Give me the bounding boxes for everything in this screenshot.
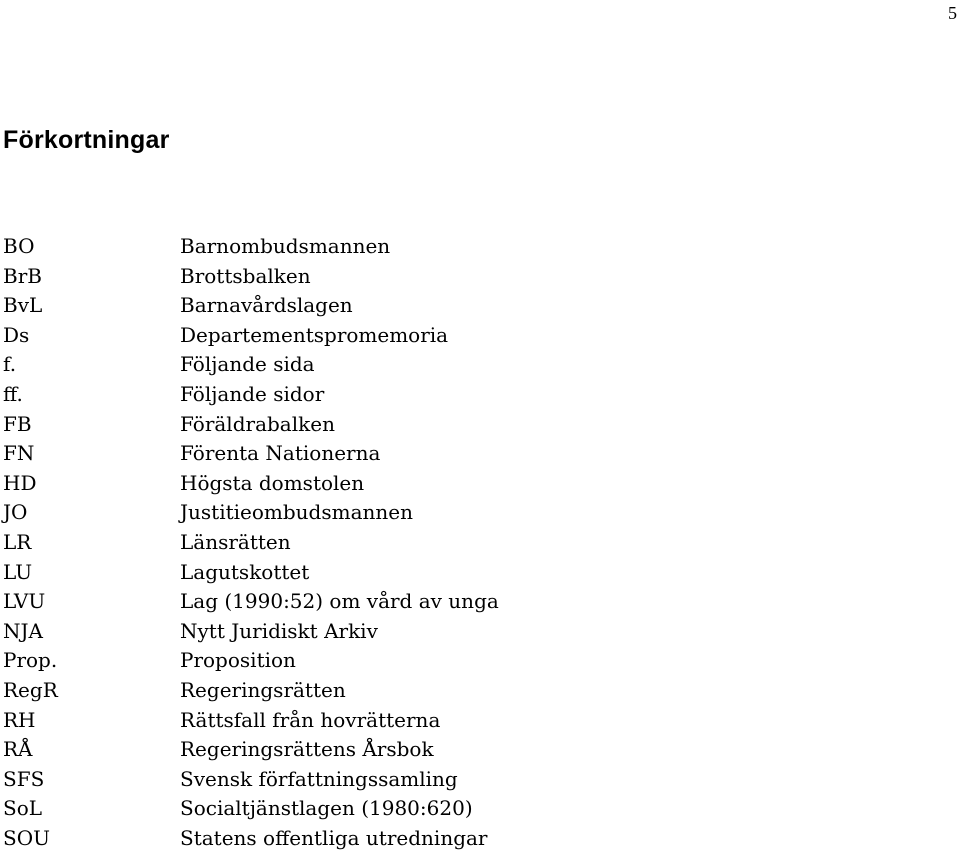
abbreviation-meaning: Lag (1990:52) om vård av unga	[180, 589, 499, 614]
abbreviation-meaning: Länsrätten	[180, 529, 291, 554]
abbreviation-meaning: Departementspromemoria	[180, 322, 449, 347]
abbreviation-meaning: Nytt Juridiskt Arkiv	[180, 618, 378, 643]
abbreviation: NJA	[3, 618, 43, 643]
abbreviation: SoL	[3, 796, 43, 821]
abbreviation-meaning: Följande sida	[180, 352, 315, 377]
abbreviation: Ds	[3, 322, 30, 347]
abbreviation-row	[3, 498, 499, 528]
abbreviation-meaning: Regeringsrätten	[180, 677, 346, 702]
abbreviation: Prop.	[3, 648, 58, 673]
abbreviation-row	[3, 350, 499, 380]
abbreviation: LR	[3, 529, 32, 554]
abbreviation-meaning: Barnombudsmannen	[180, 234, 391, 258]
abbreviation: LU	[3, 559, 33, 584]
abbreviation-meaning: Följande sidor	[180, 381, 325, 406]
abbreviation-row	[3, 587, 499, 617]
abbreviation-meaning: Brottsbalken	[180, 263, 311, 288]
abbreviation-row	[3, 735, 499, 765]
abbreviation: BrB	[3, 263, 42, 288]
abbreviation: RÅ	[3, 737, 33, 762]
abbreviation-meaning: Socialtjänstlagen (1980:620)	[180, 796, 473, 821]
abbreviation-meaning: Högsta domstolen	[180, 470, 365, 495]
abbreviation-row	[3, 321, 499, 351]
abbreviation-meaning: Svensk författningssamling	[180, 766, 458, 791]
abbreviation-meaning: Förenta Nationerna	[180, 441, 381, 466]
abbreviation: f.	[3, 352, 17, 377]
abbreviation: RegR	[3, 677, 58, 702]
abbreviation: SFS	[3, 766, 45, 791]
abbreviation-row	[3, 794, 499, 824]
abbreviation-list	[3, 232, 499, 853]
abbreviation-row	[3, 262, 499, 292]
abbreviation: BvL	[3, 293, 43, 318]
abbreviation-row	[3, 232, 499, 262]
abbreviation: SOU	[3, 825, 50, 850]
abbreviation-row	[3, 824, 499, 854]
abbreviation: FN	[3, 441, 35, 466]
abbreviation-meaning: Rättsfall från hovrätterna	[180, 707, 441, 732]
abbreviation-row	[3, 706, 499, 736]
abbreviation-meaning: Lagutskottet	[180, 559, 310, 584]
abbreviation-row	[3, 439, 499, 469]
abbreviation: FB	[3, 411, 32, 436]
abbreviation: BO	[3, 234, 35, 258]
abbreviation: RH	[3, 707, 36, 732]
abbreviation: HD	[3, 470, 37, 495]
page-title: Förkortningar	[3, 126, 170, 154]
abbreviation-row	[3, 676, 499, 706]
abbreviation-row	[3, 469, 499, 499]
abbreviation-row	[3, 528, 499, 558]
abbreviation-meaning: Statens offentliga utredningar	[180, 825, 488, 850]
abbreviation-meaning: Barnavårdslagen	[180, 293, 353, 318]
abbreviation-row	[3, 380, 499, 410]
abbreviation: JO	[3, 500, 28, 525]
abbreviation-row	[3, 410, 499, 440]
abbreviation-row	[3, 291, 499, 321]
abbreviation-row	[3, 617, 499, 647]
abbreviation-meaning: Proposition	[180, 648, 296, 673]
abbreviation-row	[3, 765, 499, 795]
abbreviation-meaning: Justitieombudsmannen	[180, 500, 413, 525]
abbreviation-row	[3, 646, 499, 676]
abbreviation: LVU	[3, 589, 46, 614]
abbreviation: ff.	[3, 381, 23, 406]
page-number: 5	[948, 3, 957, 23]
abbreviation-row	[3, 558, 499, 588]
abbreviation-meaning: Föräldrabalken	[180, 411, 335, 436]
abbreviation-meaning: Regeringsrättens Årsbok	[180, 737, 434, 762]
